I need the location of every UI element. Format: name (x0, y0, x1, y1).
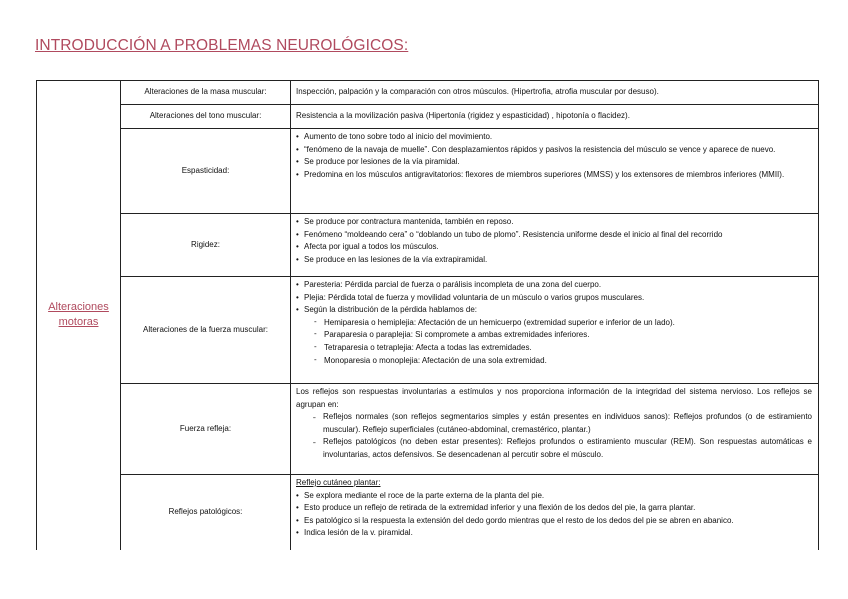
list-item: • “fenómeno de la navaja de muelle”. Con desplazamientos rápidos y pasivos la resistencia del músculo se vence y aparece de nuevo. (296, 144, 812, 157)
table-row (37, 214, 819, 277)
section-heading: Reflejo cutáneo plantar: (296, 478, 381, 487)
content-espasticidad (291, 129, 819, 214)
page-title: INTRODUCCIÓN A PROBLEMAS NEUROLÓGICOS: (35, 37, 409, 54)
list-item: • Según la distribución de la pérdida hablamos de: (296, 304, 812, 317)
table-row (37, 81, 819, 105)
list-item: • Aumento de tono sobre todo al inicio del movimiento. (296, 131, 812, 144)
table-row (37, 105, 819, 129)
list-subitem: - Tetraparesia o tetraplejia: Afecta a todas las extremidades. (296, 342, 812, 355)
list-item: • Afecta por igual a todos los músculos. (296, 241, 812, 254)
list-subitem: - Hemiparesia o hemiplejia: Afectación de un hemicuerpo (extremidad superior e inferior de un lado). (296, 317, 812, 330)
content-fuerza-refleja (291, 384, 819, 475)
table-row (37, 129, 819, 214)
list-item: • Predomina en los músculos antigravitatorios: flexores de miembros superiores (MMSS) y los extensores de miembros inferiores (MMII). (296, 169, 812, 182)
content-fuerza-muscular (291, 277, 819, 384)
list-item: • Plejia: Pérdida total de fuerza y movilidad voluntaria de un músculo o varios grupos musculares. (296, 292, 812, 305)
label-rigidez: Rigidez: (121, 214, 291, 277)
list-item: • Se produce en las lesiones de la vía extrapiramidal. (296, 254, 812, 267)
table-row (37, 384, 819, 475)
bullet-list (296, 131, 812, 181)
list-item: • Se explora mediante el roce de la parte externa de la planta del pie. (296, 490, 812, 503)
motor-alterations-table (36, 80, 819, 550)
list-subitem: ˗ Reflejos normales (son reflejos segmentarios simples y están presentes en individuos sanos): Reflejos profundos (o de estiramiento muscular). Reflejo superficiales (cutáneo-abdominal, cremastérico, plantar.) (296, 411, 812, 436)
content-reflejos-patologicos (291, 475, 819, 550)
list-item: • Paresteria: Pérdida parcial de fuerza o parálisis incompleta de una zona del cuerpo. (296, 279, 812, 292)
label-fuerza-muscular: Alteraciones de la fuerza muscular: (121, 277, 291, 384)
table-row (37, 475, 819, 550)
content-rigidez (291, 214, 819, 277)
list-item: • Fenómeno “moldeando cera” o “doblando un tubo de plomo”. Resistencia uniforme desde el inicio al final del recorrido (296, 229, 812, 242)
label-fuerza-refleja: Fuerza refleja: (121, 384, 291, 475)
list-item: • Es patológico si la respuesta la extensión del dedo gordo mientras que el resto de los dedos del pie se abren en abanico. (296, 515, 812, 528)
list-item: • Esto produce un reflejo de retirada de la extremidad inferior y una flexión de los dedos del pie, la garra plantar. (296, 502, 812, 515)
bullet-list (296, 216, 812, 266)
list-subitem: ˗ Reflejos patológicos (no deben estar presentes): Reflejos profundos o estiramiento muscular (REM). Son respuestas automáticas e involuntarias, actos defensivos. Se desencadenan al percutir sobre el músculo. (296, 436, 812, 461)
label-masa-muscular: Alteraciones de la masa muscular: (121, 81, 291, 105)
table-row (37, 277, 819, 384)
sub-list (296, 411, 812, 461)
label-espasticidad: Espasticidad: (121, 129, 291, 214)
label-reflejos-patologicos: Reflejos patológicos: (121, 475, 291, 550)
list-item: • Se produce por contractura mantenida, también en reposo. (296, 216, 812, 229)
list-subitem: - Paraparesia o paraplejia: Si compromete a ambas extremidades inferiores. (296, 329, 812, 342)
bullet-list (296, 279, 812, 367)
list-item: • Se produce por lesiones de la vía piramidal. (296, 156, 812, 169)
label-tono-muscular: Alteraciones del tono muscular: (121, 105, 291, 129)
group-label[interactable]: Alteraciones motoras (48, 301, 109, 329)
list-item: • Indica lesión de la v. piramidal. (296, 527, 812, 540)
group-label-cell (37, 81, 121, 550)
text-tono-muscular: Resistencia a la movilización pasiva (Hipertonía (rigidez y espasticidad) , hipotonía o flacidez). (291, 105, 819, 129)
intro-paragraph: Los reflejos son respuestas involuntarias a estímulos y nos proporciona información de la integridad del sistema nervioso. Los reflejos se agrupan en: (296, 387, 812, 409)
bullet-list (296, 490, 812, 540)
text-masa-muscular: Inspección, palpación y la comparación con otros músculos. (Hipertrofia, atrofia muscular por desuso). (291, 81, 819, 105)
list-subitem: - Monoparesia o monoplejia: Afectación de una sola extremidad. (296, 355, 812, 368)
